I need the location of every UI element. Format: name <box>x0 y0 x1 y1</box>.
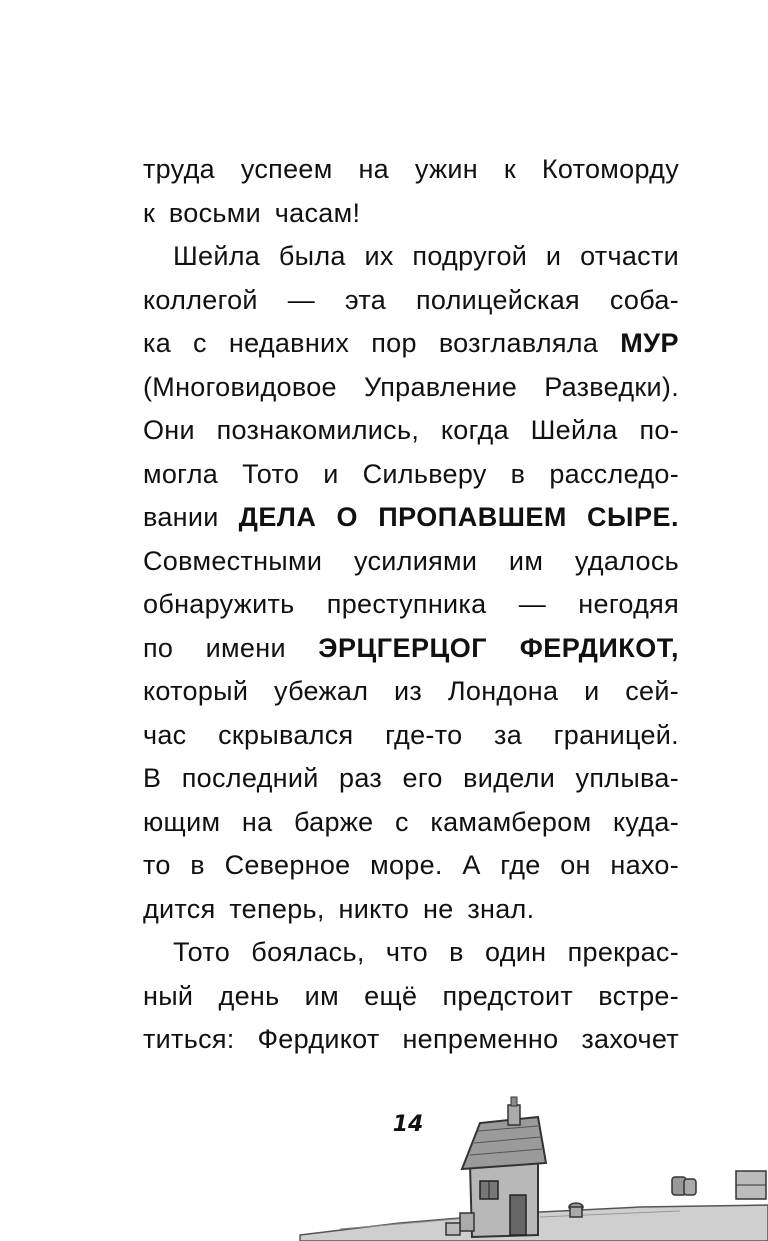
text-line: труда успеем на ужин к Котоморду <box>143 154 679 184</box>
harbor-house-illustration <box>280 1095 768 1241</box>
text-line: вании ДЕЛА О ПРОПАВШЕМ СЫРЕ. <box>143 502 679 532</box>
bold-villain-name: ЭРЦГЕРЦОГ ФЕРДИКОТ, <box>318 632 679 663</box>
text-line: ющим на барже с камамбером куда- <box>143 806 679 837</box>
text-line: по имени ЭРЦГЕРЦОГ ФЕРДИКОТ, <box>143 632 679 663</box>
text-line: Они познакомились, когда Шейла по- <box>143 415 679 445</box>
text-line: (Многовидовое Управление Разведки). <box>143 371 679 402</box>
text-line: Шейла была их подругой и отчасти <box>173 241 679 271</box>
text-line: ка с недавних пор возглавляла МУР <box>143 328 679 358</box>
text-line: обнаружить преступника — негодяя <box>143 589 679 619</box>
text-line: ный день им ещё предстоит встре- <box>143 980 679 1011</box>
text-line: коллегой — эта полицейская соба- <box>143 284 679 315</box>
bold-term-mur: МУР <box>620 328 679 358</box>
page-number: 14 <box>392 1112 424 1137</box>
text-line: дится теперь, никто не знал. <box>143 893 535 924</box>
text-line: к восьми часам! <box>143 197 361 228</box>
text-line: который убежал из Лондона и сей- <box>143 676 679 706</box>
text-line: Тото боялась, что в один прекрас- <box>173 937 679 967</box>
text-line: час скрывался где-то за границей. <box>143 719 679 750</box>
text-line: В последний раз его видели уплыва- <box>143 763 679 793</box>
text-line: то в Северное море. А где он нахо- <box>143 850 679 880</box>
body-text <box>143 148 679 1062</box>
text-line: могла Тото и Сильверу в расследо- <box>143 458 679 489</box>
bold-case-title: ДЕЛА О ПРОПАВШЕМ СЫРЕ. <box>238 502 679 532</box>
text-line: Совместными усилиями им удалось <box>143 545 679 576</box>
text-line: титься: Фердикот непременно захочет <box>143 1024 679 1054</box>
